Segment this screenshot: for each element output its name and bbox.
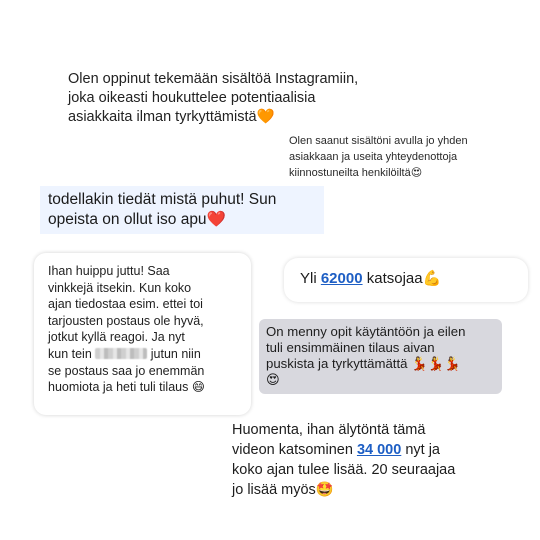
testimonial-highlighted-message [40,186,324,234]
message-text: On menny opit käytäntöön ja eilen tuli ensimmäinen tilaus aivan puskista ja tyrkyttämättä [266,324,466,371]
views-suffix: katsojaa [362,270,423,287]
message-text-part-1: Ihan huippu juttu! Saa vinkkejä itsekin. Kun koko ajan tiedostaa esim. ettei toi tarjousten postaus ole hyvä, jotkut kyllä reagoi. Ja nyt kun tein [48,264,204,361]
views-number-link[interactable]: 34 000 [356,442,402,458]
dancing-and-heart-eyes-icons: 💃💃💃 😍 [266,356,461,387]
orange-heart-icon: 🧡 [256,109,275,125]
star-struck-icon: 🤩 [315,482,334,498]
testimonial-first-customer [289,133,519,181]
message-text: Olen saanut sisältöni avulla jo yhden asiakkaan ja useita yhteydenottoja kiinnostuneilta henkilöiltä [289,135,468,179]
grinning-face-icon: 😄 [191,380,205,395]
views-count-bubble [284,258,528,302]
heart-eyes-icon: 😍 [410,167,423,179]
views-prefix: Yli [300,270,321,287]
message-text: Olen oppinut tekemään sisältöä Instagramiin, joka oikeasti houkuttelee potentiaalisia asiakkaita ilman tyrkyttämistä [68,71,359,125]
testimonial-instagram-content [68,70,388,127]
message-suffix: nyt ja koko ajan tulee lisää. 20 seuraajaa jo lisää myös [232,442,456,498]
chat-bubble-card [34,253,251,415]
message-text: todellakin tiedät mistä puhut! Sun opeista on ollut iso apu [48,191,277,228]
flexed-biceps-icon: 💪 [422,270,442,287]
gray-chat-bubble [259,319,502,394]
message-prefix: Huomenta, ihan älytöntä tämä videon katsominen [232,422,426,458]
message-text-part-2: jutun niin se postaus saa jo enemmän huomiota ja heti tuli tilaus [48,346,205,395]
views-number-link[interactable]: 62000 [320,270,363,287]
testimonial-video-views [232,420,518,500]
red-heart-icon: ❤️ [206,211,226,228]
redacted-text [95,348,147,359]
